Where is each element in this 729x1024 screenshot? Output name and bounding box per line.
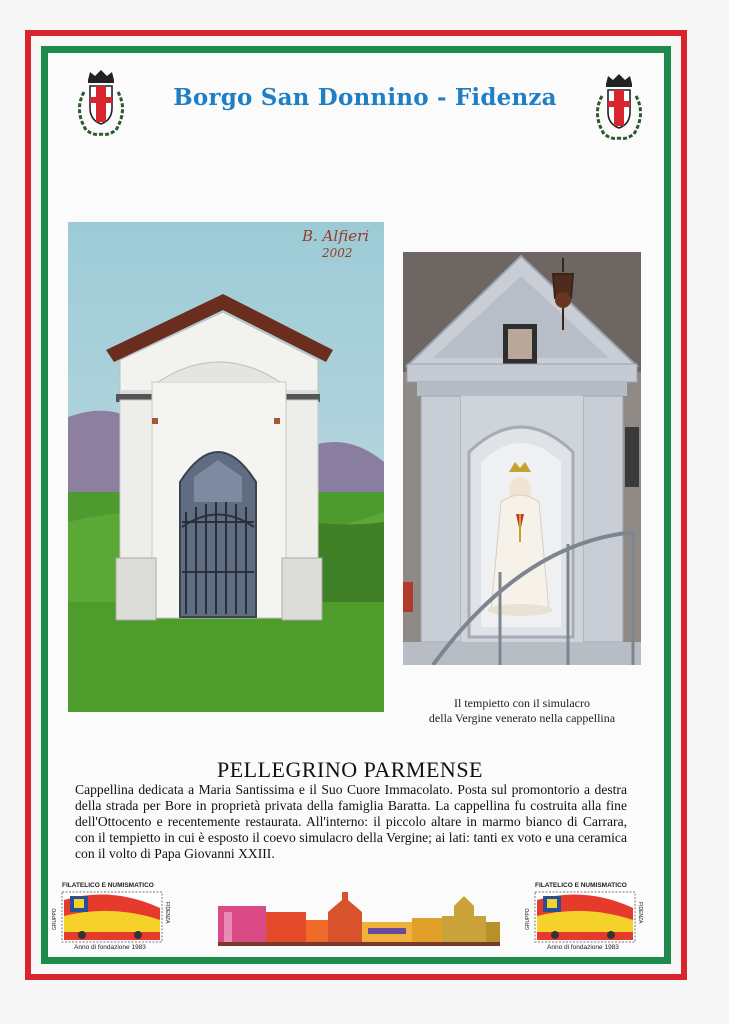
philatelic-stamp-right	[525, 882, 645, 952]
photo-caption-line1: Il tempietto con il simulacro	[454, 696, 590, 710]
stamp-title: FILATELICO E NUMISMATICO	[62, 882, 154, 889]
philatelic-stamp-left	[52, 882, 172, 952]
chapel-painting	[68, 222, 384, 712]
stamp-footer: Anno di fondazione 1983	[74, 944, 146, 951]
photo-caption-line2: della Vergine venerato nella cappellina	[428, 711, 616, 725]
stamp-side-left: GRUPPO	[52, 908, 58, 930]
city-skyline-icon	[218, 892, 500, 946]
photo-caption	[402, 696, 642, 726]
painting-year: 2002	[322, 246, 353, 260]
page-title: Borgo San Donnino - Fidenza	[173, 84, 557, 111]
shrine-photo	[403, 252, 641, 665]
article-body: Cappellina dedicata a Maria Santissima e il Suo Cuore Immacolato. Posta sul promontorio a destra della strada per Bore in proprietà privata della famiglia Baratta. La cappellina fu costruita alla fine dell'Ottocento e recentemente restaurata. All'interno: il piccolo altare in marmo bianco di Carrara, con il tempietto in cui è esposto il coevo simulacro della Vergine; ai lati: tanti ex voto e una ceramica con il volto di Papa Giovanni XXIII.	[75, 782, 627, 861]
article-heading: PELLEGRINO PARMENSE	[217, 757, 483, 782]
coat-of-arms-icon	[588, 68, 650, 146]
stamp-side-right: FIDENZA	[637, 902, 643, 924]
stamp-side-left: GRUPPO	[525, 908, 531, 930]
painting-signature: B. Alfieri	[302, 227, 370, 245]
stamp-title: FILATELICO E NUMISMATICO	[535, 882, 627, 889]
train-stamp-icon	[525, 890, 645, 944]
stamp-footer: Anno di fondazione 1983	[547, 944, 619, 951]
stamp-side-right: FIDENZA	[164, 902, 170, 924]
train-stamp-icon	[52, 890, 172, 944]
